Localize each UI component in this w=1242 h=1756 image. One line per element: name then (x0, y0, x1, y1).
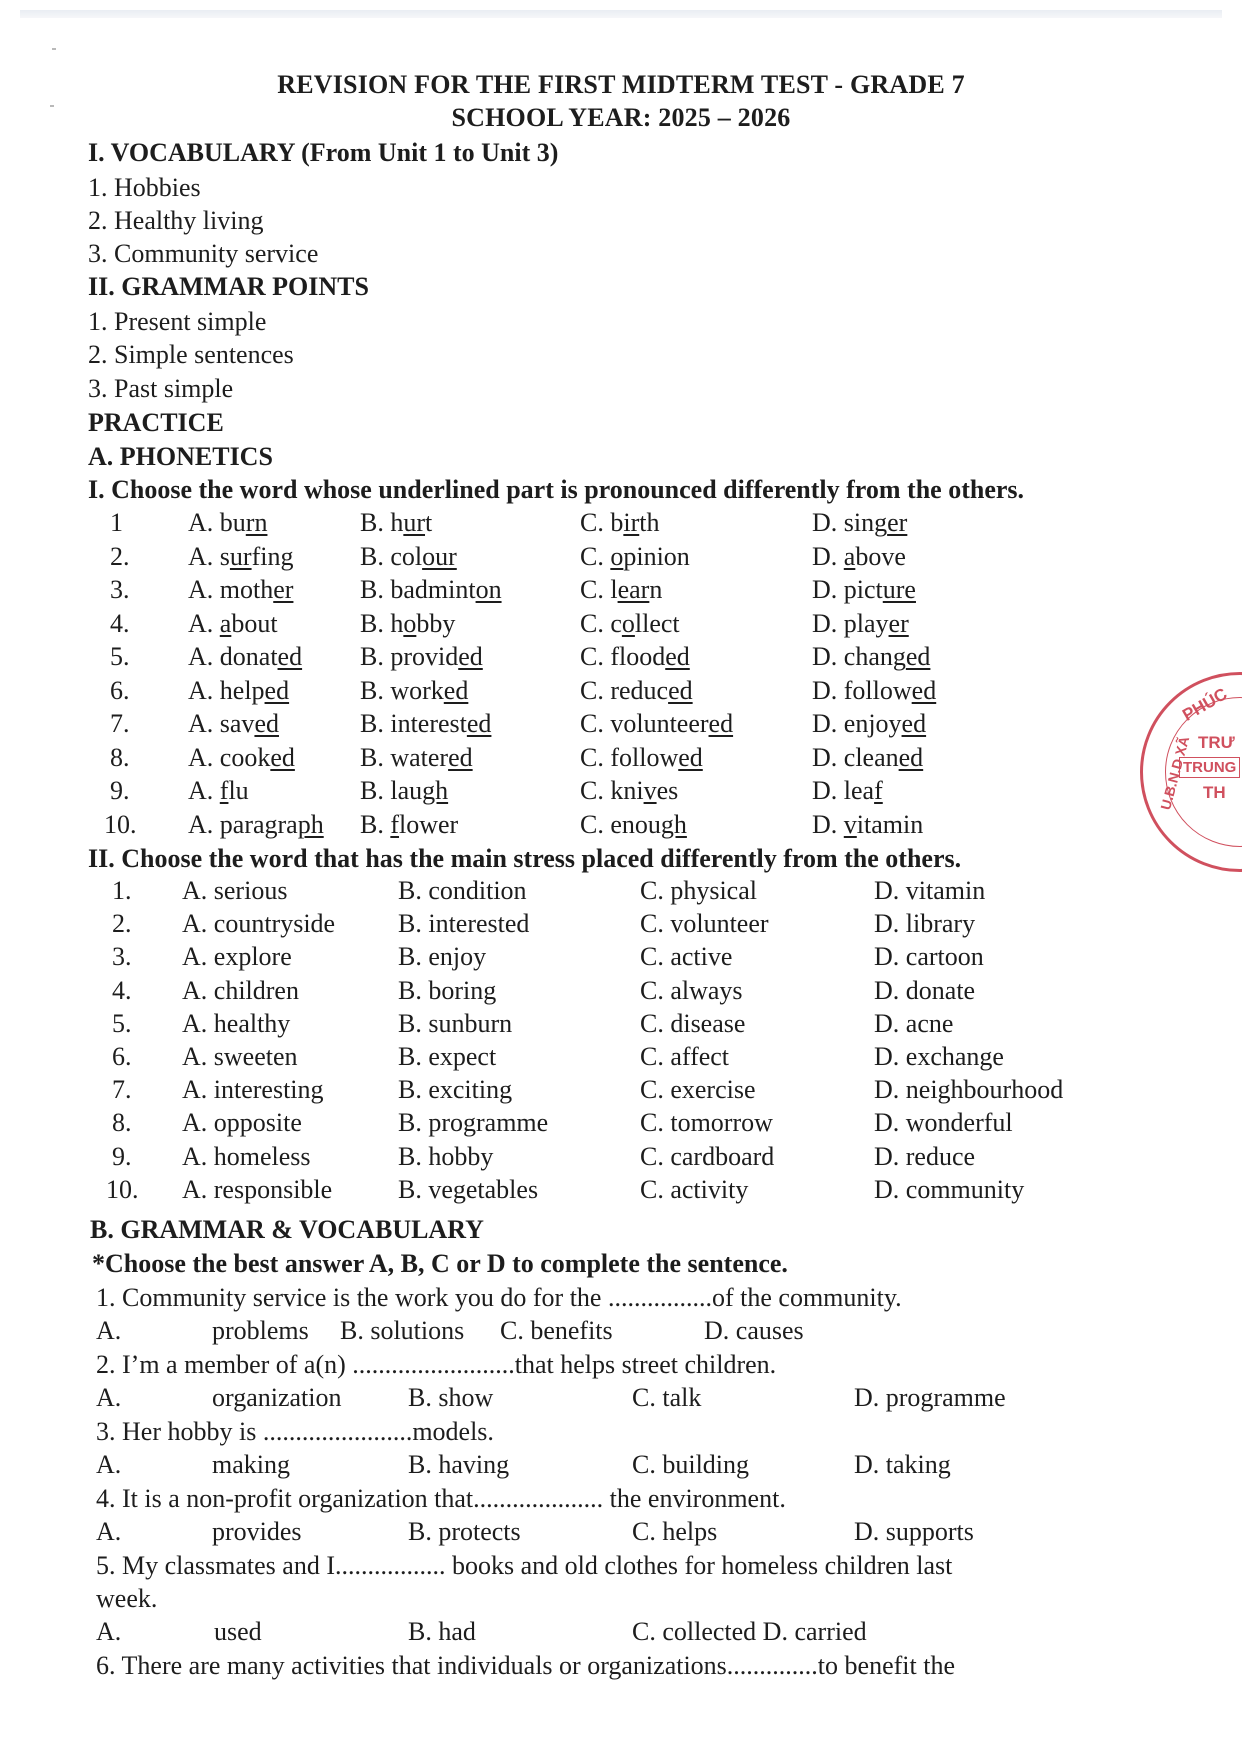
answer-option-a: A. homeless (182, 1141, 311, 1171)
option-text: D. follow (812, 675, 912, 705)
underlined-part: v (843, 809, 857, 839)
underlined-part: o (621, 608, 635, 638)
vocabulary-heading: I. VOCABULARY (From Unit 1 to Unit 3) (88, 138, 559, 167)
underlined-part: ed (458, 642, 483, 671)
answer-option-b (360, 542, 457, 572)
answer-option-a: making (212, 1450, 290, 1479)
answer-option-b (360, 776, 448, 806)
underlined-part: ed (254, 709, 279, 738)
answer-option-a: A. children (182, 975, 299, 1005)
answer-option-b: B. boring (398, 975, 497, 1005)
underlined-part: ed (264, 675, 290, 705)
answer-option-d: D. donate (874, 975, 976, 1005)
answer-option-c (580, 776, 678, 806)
answer-option-c: C. exercise (640, 1075, 756, 1105)
answer-option-d: D. causes (704, 1316, 804, 1345)
underlined-part: our (422, 541, 457, 571)
answer-option-d: D. cartoon (874, 942, 984, 972)
question-text: 4. It is a non-profit organization that.................... the environment. (96, 1484, 786, 1513)
option-text: itamin (856, 809, 924, 839)
question-text: 5. My classmates and I................. books and old clothes for homeless children last (96, 1551, 953, 1580)
question-number: 2. (110, 541, 130, 571)
answer-option-b: B. condition (398, 876, 527, 905)
answer-option-a: A. interesting (182, 1075, 324, 1105)
underlined-part: er (887, 508, 908, 537)
question-number: 4. (112, 975, 132, 1005)
answer-option-a: A. responsible (182, 1174, 333, 1204)
answer-option-c: C. always (640, 975, 743, 1005)
answer-option-b: B. hobby (398, 1141, 494, 1171)
option-text: A. help (188, 675, 265, 705)
option-text: A. moth (188, 575, 274, 604)
underlined-part: f (390, 809, 400, 839)
answer-option-a: A. opposite (182, 1108, 302, 1138)
answer-option-c: C. benefits (500, 1316, 613, 1345)
answer-option-d: D. wonderful (874, 1108, 1013, 1138)
question-number: 8. (110, 742, 130, 772)
question-text: 3. Her hobby is .......................models. (96, 1417, 494, 1446)
option-text: C. volunteer (580, 709, 709, 738)
underlined-part: f (874, 776, 883, 805)
answer-option-b: B. programme (398, 1108, 549, 1138)
question-number: 7. (112, 1075, 132, 1105)
stamp-lettering: TRUNG (1179, 757, 1240, 778)
underlined-part: ed (448, 742, 473, 772)
underlined-part: f (219, 776, 229, 805)
option-text: th (639, 508, 660, 537)
answer-option-c (580, 709, 733, 739)
answer-option-d (812, 542, 906, 572)
underlined-part: ed (277, 642, 303, 671)
underlined-part: ed (668, 675, 693, 705)
underlined-part: ph (297, 809, 324, 839)
answer-option-a: A. countryside (182, 909, 336, 939)
answer-option-b (360, 743, 473, 773)
option-text: A. (188, 776, 220, 805)
answer-option-d: D. neighbourhood (874, 1075, 1064, 1105)
answer-option-c: C. collected D. carried (632, 1617, 867, 1646)
answer-option-c: C. cardboard (640, 1141, 775, 1171)
option-text: B. water (360, 742, 449, 772)
option-text: C. c (580, 608, 622, 638)
answer-option-c (580, 508, 659, 538)
answer-option-b (360, 642, 483, 672)
grammar-item: 2. Simple sentences (88, 340, 294, 369)
answer-option-b (360, 508, 432, 538)
option-text: D. chang (812, 642, 906, 671)
answer-option-d: D. programme (854, 1383, 1006, 1412)
option-text: B. badmint (360, 575, 476, 604)
answer-option-d: D. library (874, 909, 976, 939)
question-number: 5. (112, 1008, 132, 1038)
underlined-part: a (843, 541, 856, 571)
pronunciation-instruction: I. Choose the word whose underlined part is pronounced differently from the others. (88, 475, 1025, 504)
option-text: B. h (360, 608, 404, 638)
answer-option-c: C. volunteer (640, 909, 769, 939)
underlined-part: gh (422, 776, 449, 805)
underlined-part: ed (270, 742, 295, 772)
answer-option-a: A. explore (182, 942, 292, 972)
answer-option-c (580, 810, 687, 840)
option-text: B. (360, 809, 391, 839)
answer-option-d (812, 709, 926, 739)
answer-option-c (580, 575, 662, 605)
answer-option-c: C. building (632, 1450, 750, 1479)
answer-option-b: B. enjoy (398, 942, 487, 972)
answer-option-d (812, 743, 923, 773)
question-number: 9. (112, 1141, 132, 1171)
answer-option-c (580, 743, 703, 773)
option-text: A. sav (188, 709, 255, 738)
question-number: 1 (110, 508, 123, 537)
grammar-item: 1. Present simple (88, 307, 267, 336)
stamp-lettering: PHÚC (1179, 684, 1231, 725)
underlined-part: ed (665, 642, 690, 671)
stamp-lettering: U.B.N.D XÃ (1157, 734, 1193, 812)
answer-option-d (812, 642, 930, 672)
answer-option-b (360, 810, 458, 840)
underlined-part: ed (466, 709, 492, 738)
underlined-part: on (475, 575, 502, 604)
scan-edge (20, 10, 1222, 18)
answer-option-a: problems (212, 1316, 309, 1345)
option-text: t (425, 508, 433, 537)
option-text: B. col (360, 541, 423, 571)
answer-option-b (360, 609, 455, 639)
scan-speck (52, 48, 56, 50)
practice-heading: PRACTICE (88, 408, 224, 437)
grammar-heading: II. GRAMMAR POINTS (88, 272, 369, 301)
option-text: B. interest (360, 709, 467, 738)
answer-option-b: B. had (408, 1617, 476, 1646)
question-number: 10. (104, 809, 137, 839)
answer-option-c: C. active (640, 942, 733, 972)
answer-option-c (580, 676, 693, 706)
vocabulary-item: 2. Healthy living (88, 206, 264, 235)
answer-option-a (188, 508, 267, 538)
option-text: B. lau (360, 776, 423, 805)
option-text: C. (580, 541, 611, 571)
answer-option-c: C. affect (640, 1042, 730, 1071)
option-text: A. s (188, 541, 230, 571)
option-text: D. clean (812, 742, 899, 772)
answer-option-d (812, 676, 936, 706)
underlined-part: ed (443, 675, 469, 705)
option-text: bout (231, 608, 278, 638)
grammar-item: 3. Past simple (88, 374, 234, 403)
question-text: 1. Community service is the work you do for the ................of the community. (96, 1283, 902, 1312)
option-text: A. bu (188, 508, 246, 537)
answer-option-d: D. acne (874, 1008, 954, 1038)
question-number: 7. (110, 709, 130, 738)
option-text: D. play (812, 608, 889, 638)
answer-option-b (360, 709, 491, 739)
answer-option-d: D. taking (854, 1450, 951, 1479)
underlined-part: rn (245, 508, 268, 537)
question-number: 3. (110, 575, 130, 604)
answer-option-d (812, 776, 883, 806)
answer-option-a (188, 542, 293, 572)
answer-option-d: D. reduce (874, 1141, 976, 1171)
question-text-continued: week. (96, 1584, 158, 1613)
question-number: 6. (112, 1042, 132, 1071)
option-text: C. follow (580, 742, 679, 772)
question-number: 2. (112, 909, 132, 939)
option-text: bby (416, 608, 456, 638)
question-number: 8. (112, 1108, 132, 1138)
underlined-part: ed (905, 642, 931, 671)
option-label-a: A. (96, 1617, 122, 1646)
answer-option-d (812, 810, 923, 840)
underlined-part: v (643, 776, 657, 805)
option-text: C. enou (580, 809, 661, 839)
option-text: A. cook (188, 742, 271, 772)
answer-option-a (188, 575, 293, 605)
underlined-part: ed (901, 709, 927, 738)
underlined-part: gh (660, 809, 687, 839)
underlined-part: ed (911, 675, 937, 705)
option-text: A. (188, 608, 220, 638)
option-text: C. flood (580, 642, 666, 671)
answer-option-d (812, 575, 916, 605)
answer-option-b: B. show (408, 1383, 494, 1412)
underlined-part: ed (678, 742, 703, 772)
underlined-part: a (219, 608, 232, 638)
answer-option-c: C. activity (640, 1174, 749, 1204)
answer-option-b: B. exciting (398, 1075, 513, 1105)
underlined-part: ur (229, 541, 252, 571)
phonetics-heading: A. PHONETICS (88, 442, 273, 471)
answer-option-a (188, 810, 324, 840)
school-seal-stamp (1140, 672, 1242, 872)
option-text: B. work (360, 675, 444, 705)
underlined-part: ure (882, 575, 916, 604)
question-number: 10. (106, 1174, 139, 1204)
answer-option-c: C. physical (640, 876, 757, 905)
answer-option-b: B. vegetables (398, 1174, 539, 1204)
option-text: D. (812, 541, 844, 571)
option-text: D. pict (812, 575, 883, 604)
question-number: 9. (110, 776, 130, 805)
answer-option-a (188, 642, 302, 672)
answer-option-b: B. having (408, 1450, 510, 1479)
underlined-part: o (610, 541, 624, 571)
answer-option-c: C. helps (632, 1517, 718, 1546)
option-text: C. kni (580, 776, 644, 805)
option-text: C. reduc (580, 675, 669, 705)
question-number: 3. (112, 942, 132, 972)
underlined-part: ur (403, 508, 426, 537)
underlined-part: ed (898, 742, 924, 772)
question-text: 6. There are many activities that individuals or organizations..............to benefit the (96, 1651, 955, 1680)
answer-option-b: B. sunburn (398, 1008, 513, 1038)
answer-option-a (188, 676, 289, 706)
option-text: D. (812, 809, 844, 839)
vocabulary-item: 1. Hobbies (88, 173, 201, 202)
underlined-part: er (273, 575, 294, 604)
stamp-lettering: TH (1203, 783, 1226, 802)
option-text: lower (399, 809, 459, 839)
page-title: REVISION FOR THE FIRST MIDTERM TEST - GRADE 7 (277, 70, 965, 99)
answer-option-c (580, 609, 680, 639)
option-text: lu (228, 776, 249, 805)
option-text: D. enjoy (812, 709, 902, 738)
underlined-part: ir (623, 508, 640, 537)
answer-option-a: A. healthy (182, 1008, 291, 1038)
vocabulary-item: 3. Community service (88, 239, 319, 268)
answer-option-b (360, 676, 468, 706)
answer-option-a: A. serious (182, 876, 288, 905)
answer-option-a: used (214, 1617, 262, 1646)
option-label-a: A. (96, 1383, 122, 1412)
answer-option-c (580, 542, 690, 572)
stress-instruction: II. Choose the word that has the main stress placed differently from the others. (88, 844, 962, 873)
question-number: 4. (110, 608, 130, 638)
answer-option-b: B. interested (398, 909, 530, 939)
answer-option-d: D. vitamin (874, 876, 986, 905)
option-text: D. lea (812, 776, 875, 805)
option-label-a: A. (96, 1316, 122, 1345)
answer-option-a (188, 709, 279, 739)
option-text: B. provid (360, 642, 459, 671)
answer-option-a: provides (212, 1517, 302, 1546)
option-text: es (656, 776, 679, 805)
answer-option-d: D. supports (854, 1517, 974, 1546)
answer-option-c: C. disease (640, 1008, 746, 1038)
option-text: fing (251, 541, 294, 571)
answer-option-c: C. talk (632, 1383, 702, 1412)
underlined-part: ear (617, 575, 650, 604)
answer-option-c: C. tomorrow (640, 1108, 773, 1138)
question-number: 6. (110, 675, 130, 705)
option-text: bove (855, 541, 906, 571)
option-text: A. paragra (188, 809, 298, 839)
option-text: A. donat (188, 642, 278, 671)
option-text: B. h (360, 508, 404, 537)
answer-option-b (360, 575, 502, 605)
question-number: 1. (112, 876, 132, 905)
answer-option-d (812, 609, 909, 639)
answer-option-b: B. protects (408, 1517, 521, 1546)
option-label-a: A. (96, 1517, 122, 1546)
option-text: C. l (580, 575, 618, 604)
option-text: llect (634, 608, 680, 638)
answer-option-a (188, 776, 249, 806)
underlined-part: er (888, 608, 909, 638)
answer-option-c (580, 642, 690, 672)
grammar-vocabulary-instruction: *Choose the best answer A, B, C or D to complete the sentence. (92, 1249, 788, 1278)
option-label-a: A. (96, 1450, 122, 1479)
question-text: 2. I’m a member of a(n) .........................that helps street children. (96, 1350, 777, 1379)
answer-option-a: A. sweeten (182, 1042, 298, 1071)
option-text: C. b (580, 508, 624, 537)
page-subtitle: SCHOOL YEAR: 2025 – 2026 (451, 103, 791, 132)
option-text: pinion (623, 541, 690, 571)
option-text: D. sing (812, 508, 888, 537)
answer-option-b: B. expect (398, 1042, 497, 1071)
answer-option-d: D. community (874, 1174, 1025, 1204)
answer-option-d: D. exchange (874, 1042, 1004, 1071)
answer-option-a (188, 743, 295, 773)
option-text: n (649, 575, 663, 604)
underlined-part: ed (708, 709, 734, 738)
question-number: 5. (110, 642, 130, 671)
underlined-part: o (403, 608, 417, 638)
grammar-vocabulary-heading: B. GRAMMAR & VOCABULARY (90, 1215, 484, 1244)
answer-option-a (188, 609, 278, 639)
answer-option-d (812, 508, 907, 538)
stamp-lettering: TRƯ (1198, 733, 1235, 752)
answer-option-b: B. solutions (340, 1316, 465, 1345)
answer-option-a: organization (212, 1383, 342, 1412)
